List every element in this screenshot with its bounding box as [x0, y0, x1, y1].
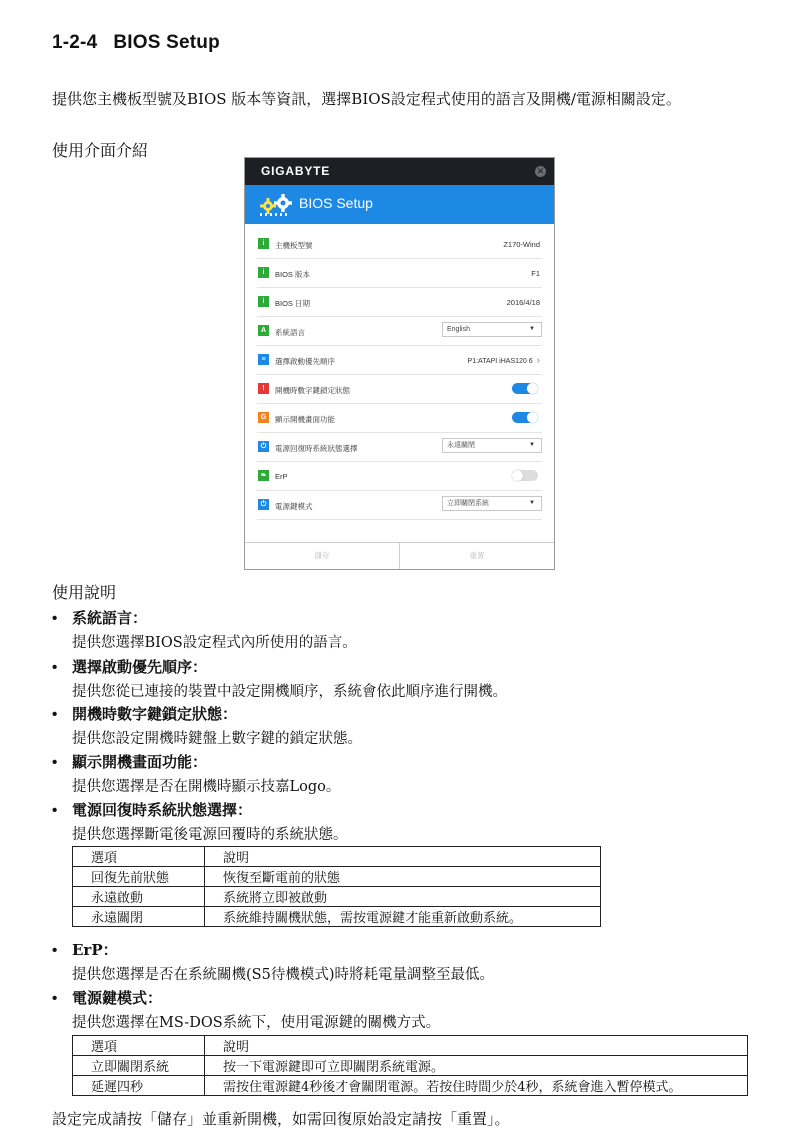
chevron-down-icon: ▼: [529, 500, 535, 506]
toggle-switch[interactable]: [512, 383, 538, 394]
table-row: 回復先前狀態 恢復至斷電前的狀態: [73, 867, 601, 887]
setting-row[interactable]: [257, 404, 542, 433]
usage-title: 使用說明: [52, 583, 117, 602]
chevron-right-icon: ›: [536, 355, 540, 366]
item-desc-erp: 提供您選擇是否在系統關機(S5待機模式)時將耗電量調整至最低。: [72, 967, 494, 983]
app-title-bar: [245, 158, 554, 185]
table-header-row: 選項 說明: [73, 847, 601, 867]
section-title: BIOS Setup: [113, 32, 220, 53]
app-title: BIOS Setup: [299, 195, 373, 211]
setting-row[interactable]: [257, 230, 542, 259]
item-title-logo: • 顯示開機畫面功能：: [52, 753, 208, 771]
setting-label: ErP: [275, 472, 288, 481]
setting-label: 系統語言: [275, 328, 305, 337]
section-number: 1-2-4: [52, 32, 98, 53]
setting-label: BIOS 日期: [275, 299, 311, 308]
setting-row[interactable]: [257, 288, 542, 317]
setting-label: 電源回復時系統狀態選擇: [275, 444, 358, 453]
item-title-erp: • ErP：: [52, 941, 118, 959]
item-title-boot-order: • 選擇啟動優先順序：: [52, 658, 208, 676]
setting-label: 顯示開機畫面功能: [275, 415, 335, 424]
table-row: 永遠啟動 系統將立即被啟動: [73, 887, 601, 907]
setting-icon: !: [258, 383, 269, 394]
table-row: 延遲四秒 需按住電源鍵4秒後才會關閉電源。若按住時間少於4秒，系統會進入暫停模式。: [73, 1076, 748, 1096]
save-button[interactable]: 儲存: [245, 543, 400, 569]
chevron-down-icon: ▼: [529, 326, 535, 332]
setting-icon: i: [258, 296, 269, 307]
setting-label: 選擇啟動優先順序: [275, 357, 335, 366]
setting-row[interactable]: [257, 259, 542, 288]
setting-label: BIOS 版本: [275, 270, 311, 279]
power-recovery-table: [72, 846, 601, 927]
setting-icon: ≡: [258, 354, 269, 365]
item-title-power-button: • 電源鍵模式：: [52, 989, 163, 1007]
setting-dropdown[interactable]: English ▼: [442, 322, 542, 337]
table-row: 立即關閉系統 按一下電源鍵即可立即關閉系統電源。: [73, 1056, 748, 1076]
setting-row[interactable]: [257, 433, 542, 462]
item-title-power-recovery: • 電源回復時系統狀態選擇：: [52, 801, 253, 819]
table-row: 永遠關閉 系統維持關機狀態，需按電源鍵才能重新啟動系統。: [73, 907, 601, 927]
setting-row[interactable]: [257, 346, 542, 375]
setting-row[interactable]: [257, 317, 542, 346]
setting-label: 電源鍵模式: [275, 502, 313, 511]
setting-dropdown[interactable]: 永遠關閉 ▼: [442, 438, 542, 453]
setting-label: 開機時數字鍵鎖定狀態: [275, 386, 350, 395]
close-icon[interactable]: ✕: [536, 166, 545, 176]
item-desc-power-recovery: 提供您選擇斷電後電源回覆時的系統狀態。: [72, 827, 348, 843]
boot-order-selector[interactable]: P1:ATAPI iHAS120 6 ›: [467, 355, 540, 366]
setting-icon: i: [258, 267, 269, 278]
setting-value: 2016/4/18: [506, 298, 540, 307]
setting-value: Z170-Wind: [503, 240, 540, 249]
power-button-table: [72, 1035, 748, 1096]
item-desc-language: 提供您選擇BIOS設定程式內所使用的語言。: [72, 635, 357, 651]
gears-icon: [257, 193, 295, 217]
intro-paragraph: 提供您主機板型號及BIOS 版本等資訊，選擇BIOS設定程式使用的語言及開機/電源相關設定。: [52, 90, 681, 108]
closing-note: 設定完成請按「儲存」並重新開機，如需回復原始設定請按「重置」。: [52, 1110, 510, 1128]
toggle-switch[interactable]: [512, 412, 538, 423]
item-desc-power-button: 提供您選擇在MS-DOS系統下，使用電源鍵的關機方式。: [72, 1015, 441, 1031]
setting-icon: ⏻: [258, 499, 269, 510]
table-header-row: 選項 說明: [73, 1036, 748, 1056]
brand-logo: GIGABYTE: [261, 164, 331, 178]
setting-row[interactable]: [257, 375, 542, 404]
chevron-down-icon: ▼: [529, 442, 535, 448]
reset-button[interactable]: 重置: [469, 551, 485, 560]
setting-icon: ⏻: [258, 441, 269, 452]
item-title-language: • 系統語言：: [52, 609, 148, 627]
item-title-numlock: • 開機時數字鍵鎖定狀態：: [52, 705, 238, 723]
app-banner: [245, 185, 554, 224]
setting-icon: G: [258, 412, 269, 423]
setting-icon: A: [258, 325, 269, 336]
toggle-switch[interactable]: [512, 470, 538, 481]
ui-intro-label: 使用介面介紹: [52, 141, 149, 160]
item-desc-numlock: 提供您設定開機時鍵盤上數字鍵的鎖定狀態。: [72, 731, 362, 747]
setting-row[interactable]: [257, 491, 542, 520]
bios-setup-screenshot: [244, 157, 555, 570]
setting-label: 主機板型號: [275, 241, 313, 250]
item-desc-logo: 提供您選擇是否在開機時顯示技嘉Logo。: [72, 779, 341, 795]
section-heading: [52, 32, 220, 54]
setting-icon: i: [258, 238, 269, 249]
item-desc-boot-order: 提供您從已連接的裝置中設定開機順序，系統會依此順序進行開機。: [72, 684, 507, 700]
setting-dropdown[interactable]: 立即關閉系統 ▼: [442, 496, 542, 511]
app-footer: [245, 542, 554, 569]
settings-list: [245, 230, 554, 520]
setting-icon: ❧: [258, 470, 269, 481]
setting-value: F1: [531, 269, 540, 278]
setting-row[interactable]: [257, 462, 542, 491]
